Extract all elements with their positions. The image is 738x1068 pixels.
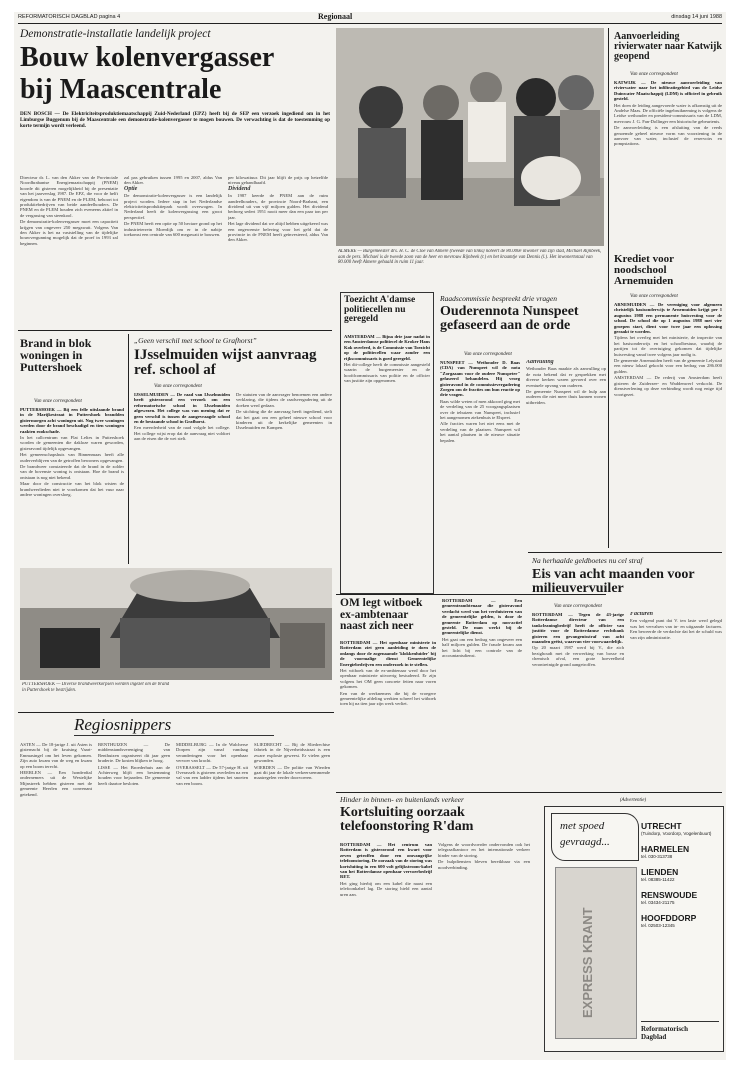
- lead-intro: DEN BOSCH — De Elektriciteitsproduktiemaatschappij Zuid-Nederland (EPZ) heeft bij de SEP een verzoek ingediend om in het Limburgse Buggenum bij de Maascentrale een demonstratie-kolenvergasser te mogen bouwen. De verwachting is dat de toestemming op korte termijn wordt verleend.: [20, 111, 330, 129]
- kortsluiting-kicker: Hinder in binnen- en buitenlands verkeer: [340, 795, 464, 804]
- katwijk-body-1: KATWIJK — De nieuwe aanvoerleiding van rivierwater naar het infiltratiegebied van de Leidse Duinwater Maatschappij (LDM) is officieel in gebruik gesteld.: [614, 80, 722, 102]
- ijssel-body-1: IJSSELMUIDEN — De raad van IJsselmuiden heeft gisteravond een verzoek om een reformatorische school in IJsselmuiden afgewezen. Het college was van mening dat er geen verschil is tussen de aangevraagde school en de bestaande school in Grafhorst.: [134, 392, 230, 425]
- brand-body-2: In het callcentrum van Flat Lelies in Puttershoek worden de gemeenten die dakloze waren geworden, gisteravond tijdelijk opgevangen.: [20, 435, 124, 451]
- lead-body-5: De PNEM heeft een optie op 50 hectare grond op het industrieterrein Moerdijk om er in de nabije toekomst een centrale van 600 megawatt te bouwen.: [124, 221, 222, 238]
- regio-headline: Regiosnippers: [74, 715, 172, 734]
- ad-slogan-2: gevraagd...: [560, 836, 610, 848]
- regio-item-5: MIDDELBURG — In de Walcherse Dorpen zijn vanaf vandaag veranderingen voor het openbaar vervoer van kracht.: [176, 742, 248, 764]
- ad-graphic: [555, 867, 637, 1039]
- brand-body-4: De brandweer constateerde dat de brand in de zolder van de bovenste woning is ontstaan. Hoe de brand is ontstaan is nog niet bekend.: [20, 464, 124, 480]
- katwijk-body-2: Het doen de leiding aangevoerde water is afkomstig uit de Andelse Maas. De officiële ingebruikneming is volgens de Leidse wethouder en president-commissaris van de LDM, mevrouw J. G. Fan-Dollinger een historische gebeurtenis.: [614, 102, 722, 124]
- lead-body-8: Het lage dividend dat we altijd hebben uitgekeerd was een ongewenste beleving voor het geld dat de provincie in de PNEM heeft geïnvesteerd, aldus Van den Akker.: [228, 221, 328, 243]
- nunspeet-body-5: De gemeente Nunspeet wil de hulp aan ouderen die niet meer thuis kunnen wonen uitbreiden.: [526, 389, 606, 405]
- kortsluiting-top-rule: [336, 792, 722, 793]
- kortsluiting-body-4: De hulpdiensten bleven bereikbaar via een noodverbinding.: [438, 859, 530, 870]
- ijssel-body-4: De statuten van de aanvrager benoemen een andere verklaring, die tijdens de raadsvergadering uit de doeken werd gedaan.: [236, 392, 332, 408]
- ambt-body-2: Het gaat om een bedrag van ongeveer een half miljoen gulden. De fraude kwam aan het licht bij een controle van de accountantsdienst.: [442, 636, 522, 659]
- gelboetes-body-1: ROTTERDAM — Tegen de 43-jarige Rotterdamse directeur van een tankcleaningbedrijf heeft de officier van justitie voor de Rotterdamse rechtbank gisteren een gevangenisstraf van acht maanden geëist, waarvan vier voorwaardelijk.: [532, 612, 624, 645]
- brand-body-3: Het gemeenschapshuis van Binnenmaas heeft alle ouderverblijven van de getroffen bewoners opgevangen.: [20, 452, 124, 463]
- toezicht-body: [344, 334, 430, 586]
- lead-bottom-rule: [18, 330, 332, 331]
- brand-body-5: Maar door de constructie van het blok wisten de brandweerlieden niet te voorkomen dat het vuur naar andere woningen oversloeg.: [20, 481, 124, 498]
- kortsluiting-body-2: Het ging hierbij om een kabel die naast een telefoonkabel lag. De storing hield een aantal uren aan.: [340, 880, 432, 897]
- nunspeet-col-1: [440, 360, 520, 560]
- col-rule-1: [128, 334, 129, 564]
- noodschool-body: [614, 302, 722, 542]
- om-body-3: Een van de werknemers die bij de vroegere gemeentelijke afdeling werkten schreef het witboek toen hij na tien jaar zijn werk verliet.: [340, 690, 436, 707]
- ijssel-body-2: Een meerderheid van de raad volgde het college. Het college wijst erop dat de aanvraag niet voldoet aan de eisen die de wet stelt.: [134, 425, 230, 442]
- lead-headline-1: Bouw kolenvergasser: [20, 42, 275, 73]
- lead-col-1: [20, 175, 118, 323]
- lead-kicker: Demonstratie-installatie landelijk project: [20, 28, 211, 40]
- brand-byline: Van onze correspondent: [34, 399, 82, 404]
- ad-tag: (Advertentie): [619, 798, 647, 803]
- katwijk-headline: Aanvoerleiding rivierwater naar Katwijk geopend: [614, 31, 722, 62]
- brand-body: [20, 407, 124, 557]
- gelboetes-sub: Facturen: [630, 612, 654, 617]
- lead-col-3: [228, 175, 328, 323]
- noodschool-headline: Krediet voor noodschool Arnemuiden: [614, 253, 674, 287]
- regio-col-1: [20, 742, 92, 1052]
- lead-body-2: De demonstratie-kolenvergasser moet een capaciteit krijgen van ongeveer 250 megawatt. Volgens Van den Akker is het na vaststelling van de tijdelijke bouwvergunning mogelijk dat de proef in 1993 zal beginnen.: [20, 219, 118, 246]
- section-name: Regionaal: [318, 12, 353, 21]
- ad-city-list: [641, 821, 719, 936]
- fire-photo-image: [20, 568, 332, 680]
- almere-photo: [336, 28, 604, 246]
- ambt-body-1: ROTTERDAM — Een gemeenteambtenaar die gisteravond verdacht werd van het verduisteren van de gemeentelijke gelden, is door de gemeente Rotterdam op non-actief gesteld. De man werkt bij de gemeentelijke dienst.: [442, 598, 522, 636]
- ijssel-kicker: „Geen verschil met school te Grafhorst”: [134, 336, 257, 345]
- ijssel-body-3: De stichting die de aanvraag heeft ingediend, stelt dat het gaat om een geheel nieuwe school voor kinderen uit de kerkelijke gemeenten in IJsselmuiden en Kampen.: [236, 409, 332, 431]
- fire-photo: [20, 568, 332, 680]
- nunspeet-sub: Aanvulling: [526, 360, 554, 365]
- ijssel-headline: IJsselmuiden wijst aanvraag ref. school af: [134, 347, 317, 378]
- regio-col-3: [176, 742, 248, 1052]
- lead-sub-dividend: Dividend: [228, 185, 251, 192]
- lead-body-1: Directeur dr. L. van den Akker van de Provinciale Noordbrabantse Energiemaatschappij (PNEM) hoorde dit gisteren mogelijkheid bij de presentatie van het jaarverslag 1987. De EPZ, die voor de helft eigendom is van de PNEM en de PLEM, behoort tot produktiebedrijven van beide aandeelhouders. De PNEM en de PLEM houden zich eveneens aktief in de vergassing van steenkool.: [20, 175, 118, 218]
- regio-item-3: BENTHUIZEN — De middenstandsvereniging van Benthuizen organiseert dit jaar geen braderie. De kosten blijken te hoog.: [98, 742, 170, 764]
- nunspeet-kicker: Raadscommissie bespreekt drie vragen: [440, 294, 557, 303]
- brand-body-1: PUTTERSHOEK — Bij een felle uitslaande brand in de Marijkestraat in Puttershoek brandden gistermorgen acht woningen uit. Nog twee woningen werden door de brand beschadigd en tien woningen raakten rookschade.: [20, 407, 124, 434]
- almere-photo-image: [336, 28, 604, 246]
- lead-headline-2: bij Maascentrale: [20, 74, 222, 105]
- om-body-2: Het witboek van de ex-ambtenaar werd door het openbaar ministerie uitvoerig bestudeerd. Er zijn volgens het OM geen concrete feiten naar voren gekomen.: [340, 668, 436, 690]
- toezicht-body-2: Het dit-college heeft de commissie aangesteld waarin de burgemeester en de hoofdcommissaris van politie en de officier van justitie zijn opgenomen.: [344, 362, 430, 384]
- nunspeet-body-3: Alle fracties waren het niet eens met de verdeling van de plaatsen. Nunspeet wil het aantal plaatsen in de nieuwe situatie bepalen.: [440, 421, 520, 443]
- katwijk-body-3: De aanvoerleiding is een afsluiting van de reeds genoemde geheel nieuwe vorm van voorziening in de aanvoer van water, inclusief de reservoirs en pompstations.: [614, 125, 722, 147]
- ad-city-lienden: LIENDEN tel. 08385-11422: [641, 867, 679, 882]
- nunspeet-body-1: NUNSPEET — Wethouder D. Baas (CDA) van Nunspeet wil de nota "Zorgzaam voor de oudere Nunspeter" gefaseerd behandelen. Hij vroeg gisteravond in de commissievergadering Zorgen om de fracties om hun reactie op drie vragen.: [440, 360, 520, 398]
- ijssel-byline: Van onze correspondent: [154, 384, 202, 389]
- lead-body-3: zal pas gebruiken tussen 1995 en 2007, aldus Van den Akker.: [124, 175, 222, 186]
- regio-item-8: WIERDEN — De politie van Wierden gaat dit jaar de lokale verkeersremmende maatregelen verder doorvoeren.: [254, 764, 330, 781]
- gelboetes-body-3: Een volgend punt dat V. ten laste werd gelegd was het vervalsen van in- en uitgaande facturen. Een beweerde de verdachte dat het de schuld was van zijn administratie.: [630, 618, 722, 640]
- brand-headline: Brand in blok woningen in Puttershoek: [20, 336, 92, 374]
- nunspeet-body-4: Wethouder Baas maakte als aanvulling op de nota bekend dat er gesprekken met diverse kerken waren gevoerd over een eventuele opvang van ouderen.: [526, 366, 606, 388]
- noodschool-body-2: Tijdens het overleg met het ministerie, de inspectie van het basisonderwijs en het schoolbestuur, waarbij de partijen tot de overtuiging gekomen dat tijdelijke huisvesting vanaf twee volgens jaar nodig is.: [614, 335, 722, 357]
- lead-col-2: [124, 175, 222, 323]
- regio-item-1: ASTEN — De 18-jarige J. uit Asten is gisternacht bij de kruising Vaart-Emmasingel om het leven gekomen. Zijn auto kwam van de weg en kwam op een boom terecht.: [20, 742, 92, 769]
- gelboetes-col-2: [630, 612, 722, 790]
- regio-col-4: [254, 742, 330, 1052]
- toezicht-body-1: AMSTERDAM — Bijna drie jaar nadat in een Amsterdamse politiecel de Kroker Hans Kok overleed, is de Commissie van Toezicht op de politiecellen waar zonder een rijkscommissaris is goed geregeld.: [344, 334, 430, 361]
- om-headline: OM legt witboek ex-ambtenaar naast zich neer: [340, 597, 423, 632]
- gelboetes-byline: Van onze correspondent: [554, 604, 602, 609]
- lead-body-4: De demonstratie-kolenvergasser is een landelijk project worden. Iedere stap in het Nederlandse elektriciteitsproduktiepark wordt overwogen. In Nederland heeft de kolenvergassing een groot perspectief.: [124, 193, 222, 220]
- om-body: [340, 640, 436, 790]
- nunspeet-headline: Ouderennota Nunspeet gefaseerd aan de orde: [440, 304, 579, 333]
- regio-item-7: SLIEDRECHT — Bij de Sliedrechtse fabriek in de Nijverheidsstraat is een zware explosie geweest. Er vielen geen gewonden.: [254, 742, 330, 764]
- noodschool-body-3: De gemeente Arnemuiden heeft van de gemeente Lelystad een nieuw lokaal gekocht voor een bedrag van 286.000 gulden.: [614, 358, 722, 374]
- regio-header: [74, 715, 274, 736]
- ad-box: [544, 806, 724, 1052]
- paper-name: REFORMATORISCH DAGBLAD pagina 4: [18, 14, 121, 20]
- nunspeet-col-2: [526, 360, 606, 560]
- regio-item-4: LISSE — Het Broederhuis aan de Achterweg blijft een bestemming houden voor bejaarden. De gemeente heeft daartoe besloten.: [98, 764, 170, 786]
- noodschool-body-1: ARNEMUIDEN — De vereniging voor algemeen christelijk basisonderwijs te Arnemuiden krijgt per 1 augustus 1988 een permanente huisvesting voor de school. De school die op 1 augustus 1988 met vier groepen start, dient voor twee jaar een oplossing geraakt te worden.: [614, 302, 722, 335]
- nunspeet-byline: Van onze correspondent: [464, 352, 512, 357]
- almere-caption: ALMERE — Burgemeester drs. H. C. de Cloe van Almere (tweede van links) noteert de 80.000e inwoner van zijn stad, Michael Rijnbeek, aan de pers. Michael is de tweede zoon van de heer en mevrouw Rijnbeek (r.) en het kraamtje van Dennis (l.). Het inwonertotaal van 80.000 heeft Almere gehaald in ruim 11 jaar.: [338, 249, 602, 266]
- ad-city-utrecht: UTRECHT (Tuindorp, Voordorp, Vogelenbuurt): [641, 821, 712, 836]
- gelboetes-body-2: Op 20 maart 1987 werd bij V., die zich bezighoudt met de verwerking van bosse en chemisch afval, een grote hoeveelheid verontreinigde grond aangetroffen.: [532, 645, 624, 667]
- ambt-col-1: [442, 598, 522, 790]
- fire-caption: PUTTERSHOEK — Diverse brandweerkorpsen werden ingezet om de brand in Puttershoek te bestrijden.: [22, 682, 170, 693]
- kortsluiting-body-3: Volgens de woordvoerder ondervonden ook het telegraafkantoor en het internationale verkeer hinder van de storing.: [438, 842, 530, 858]
- kortsluiting-col-2: [438, 842, 530, 1052]
- ad-city-harmelen: HARMELEN tel. 030-313738: [641, 844, 690, 859]
- lead-sub-optie: Optie: [124, 185, 138, 192]
- newspaper-page: [14, 12, 726, 1060]
- lead-body-7: In 1987 keerde de PNEM aan de ruim aandeelhouders, de provincie Noord-Brabant, een dividend uit van vijf miljoen gulden. Het dividend bedroeg sedert 1951 nooit meer dan een paar ton per jaar.: [228, 193, 328, 220]
- regio-item-6: OVERASSELT — De 57-jarige H. uit Overasselt is gisteren overleden na een val van een ladder tijdens het snoeien van een boom.: [176, 764, 248, 786]
- toezicht-headline: Toezicht A'damse politiecellen nu geregeld: [344, 295, 416, 324]
- regio-top-rule: [18, 712, 334, 713]
- kortsluiting-headline: Kortsluiting oorzaak telefoonstoring R'dam: [340, 805, 474, 834]
- katwijk-byline: Van onze correspondent: [630, 72, 678, 77]
- gelboetes-col-1: [532, 612, 624, 790]
- regio-col-2: [98, 742, 170, 1052]
- noodschool-byline: Van onze correspondent: [630, 294, 678, 299]
- ijssel-col-1: [134, 392, 230, 562]
- ad-city-renswoude: RENSWOUDE tel. 03434-21175: [641, 890, 698, 905]
- gelboetes-headline: Eis van acht maanden voor milieuvervuiler: [532, 567, 695, 596]
- nunspeet-body-2: Baas wilde weten of men akkoord ging met de verdeling van de 25 voorgangsplaatsen over de tehuizen van Nunspeet, inclusief het aangenomen ziekenhuis te Elspeet.: [440, 398, 520, 421]
- ad-logo: EXPRESS KRANT: [580, 907, 595, 1018]
- gelboetes-top-rule: [528, 552, 722, 553]
- page-header: [18, 13, 722, 23]
- ad-footer: Reformatorisch Dagblad: [641, 1021, 719, 1046]
- lead-body-6: per kilowattuur. Dit jaar blijft de prijs op hetzelfde niveau gehandhaafd.: [228, 175, 328, 186]
- header-rule: [18, 23, 722, 24]
- gelboetes-kicker: Na herhaalde geldboetes nu cel straf: [532, 556, 643, 565]
- ad-city-hoofddorp: HOOFDDORP tel. 02503-12345: [641, 913, 697, 928]
- regio-item-2: HEERLEN — Een honderdtal ondernemers uit de Westelijke Mijnstreek hebben gisteren met de gemeente Heerlen een convenant getekend.: [20, 770, 92, 797]
- om-body-1: ROTTERDAM — Het openbaar ministerie in Rotterdam ziet geen aanleiding te doen de onlangs door de zogenaamde 'klokkenluider' bij de voormalige dienst Gemeentelijke Energiebedrijven een onderzoek in te stellen.: [340, 640, 436, 667]
- noodschool-body-4: AMSTERDAM — De rederij van Amsterdam heeft gisteren de Zuiderzee- en Waddenwerf verkocht. De dienstverlening op deze verbinding wordt nog enige tijd voortgezet.: [614, 375, 722, 397]
- page-date: dinsdag 14 juni 1988: [671, 14, 722, 20]
- ijssel-col-2: [236, 392, 332, 562]
- kortsluiting-body-1: ROTTERDAM — Het centrum van Rotterdam is gisteravond een kwart voor zeven getroffen door een omvangrijke telefoonstoring. De oorzaak van de storing was kortsluiting in een 600 volt gelijkstroom-kabel van het Rotterdamse openbaar vervoerbedrijf RET.: [340, 842, 432, 880]
- katwijk-body: [614, 80, 722, 250]
- kortsluiting-col-1: [340, 842, 432, 1052]
- ad-slogan-1: met spoed: [560, 820, 605, 832]
- right-col-rule: [608, 28, 609, 548]
